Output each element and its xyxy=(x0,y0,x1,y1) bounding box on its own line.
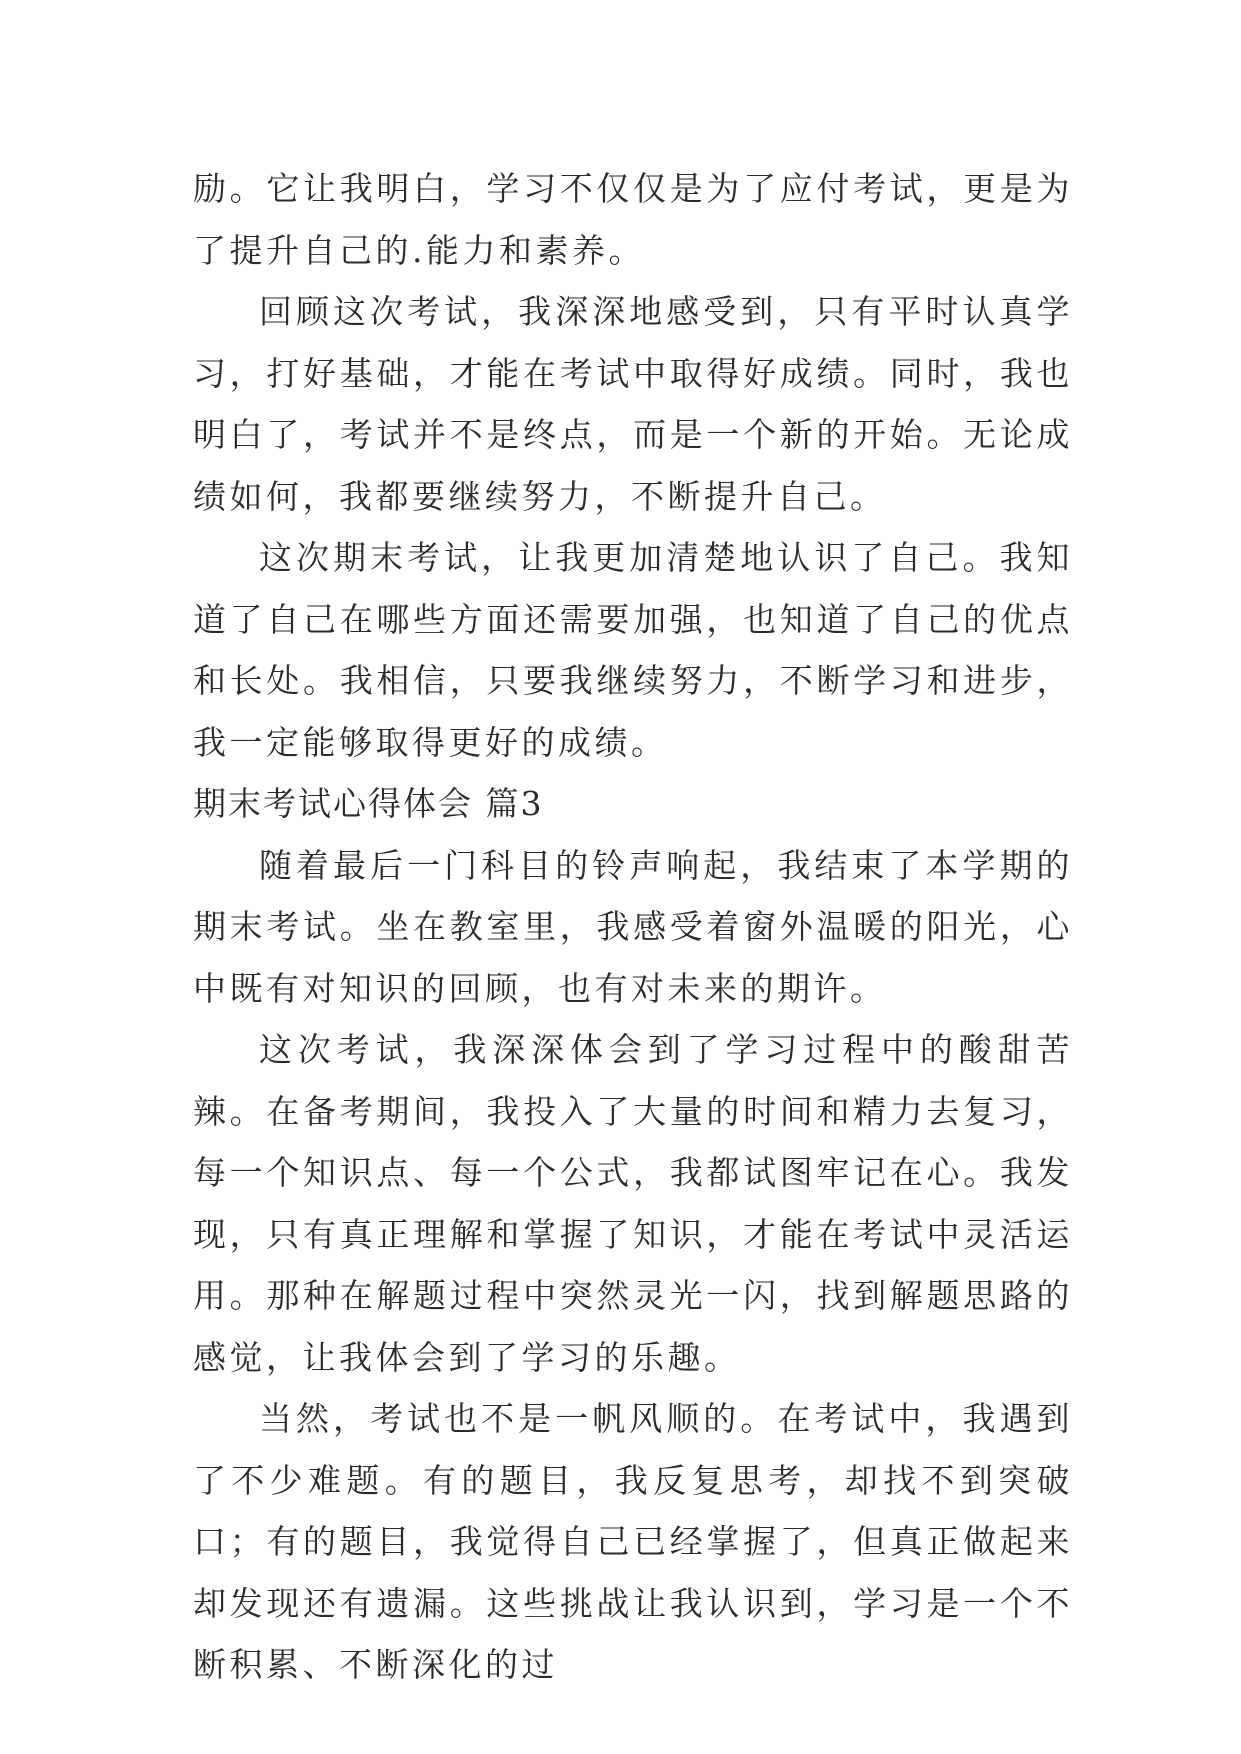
paragraph-continuation: 励。它让我明白，学习不仅仅是为了应付考试，更是为了提升自己的.能力和素养。 xyxy=(193,169,1073,270)
paragraph: 随着最后一门科目的铃声响起，我结束了本学期的期末考试。坐在教室里，我感受着窗外温暖的阳光，心中既有对知识的回顾，也有对未来的期许。 xyxy=(193,845,1073,1008)
section-heading: 期末考试心得体会 篇3 xyxy=(193,784,544,823)
document-body xyxy=(193,158,1073,1696)
paragraph: 这次期末考试，让我更加清楚地认识了自己。我知道了自己在哪些方面还需要加强，也知道了自己的优点和长处。我相信，只要我继续努力，不断学习和进步，我一定能够取得更好的成绩。 xyxy=(193,538,1073,762)
paragraph: 回顾这次考试，我深深地感受到，只有平时认真学习，打好基础，才能在考试中取得好成绩。同时，我也明白了，考试并不是终点，而是一个新的开始。无论成绩如何，我都要继续努力，不断提升自己。 xyxy=(193,292,1073,516)
paragraph: 当然，考试也不是一帆风顺的。在考试中，我遇到了不少难题。有的题目，我反复思考，却找不到突破口；有的题目，我觉得自己已经掌握了，但真正做起来却发现还有遗漏。这些挑战让我认识到，学习是一个不断积累、不断深化的过 xyxy=(193,1399,1073,1684)
paragraph: 这次考试，我深深体会到了学习过程中的酸甜苦辣。在备考期间，我投入了大量的时间和精力去复习，每一个知识点、每一个公式，我都试图牢记在心。我发现，只有真正理解和掌握了知识，才能在考试中灵活运用。那种在解题过程中突然灵光一闪，找到解题思路的感觉，让我体会到了学习的乐趣。 xyxy=(193,1030,1073,1377)
